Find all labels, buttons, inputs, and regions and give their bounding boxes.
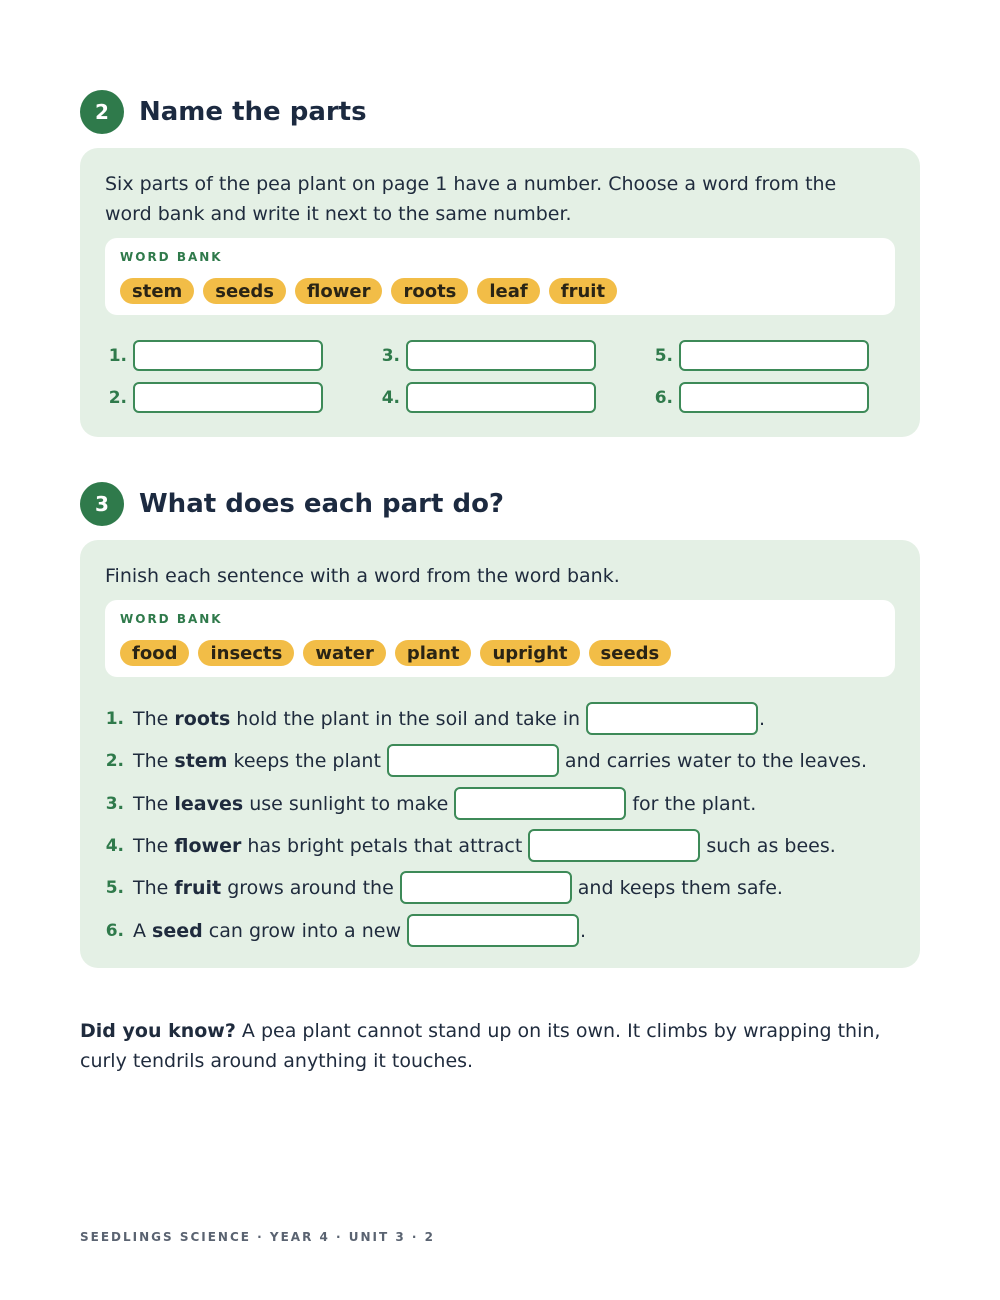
sentence-middle: hold the plant in the soil and take in xyxy=(230,707,581,730)
answer-field[interactable] xyxy=(679,382,869,413)
answer-number: 1. xyxy=(108,345,127,366)
sentence-end: for the plant. xyxy=(632,792,757,815)
word-bank-chips xyxy=(120,278,617,304)
did-you-know-note xyxy=(80,1016,920,1076)
sentence-start: The xyxy=(133,792,175,815)
word-chip: fruit xyxy=(549,278,617,304)
did-you-know-text: A pea plant cannot stand up on its own. It climbs by wrapping thin, curly tendrils around anything it touches. xyxy=(80,1020,881,1072)
answer-row xyxy=(378,340,596,371)
sentence-middle: has bright petals that attract xyxy=(241,834,523,857)
sentence-end: . xyxy=(759,707,766,730)
answer-row xyxy=(651,340,869,371)
section-number-badge: 2 xyxy=(80,90,124,134)
answer-row xyxy=(651,382,869,413)
sentence-start: The xyxy=(133,707,175,730)
plant-part-word: fruit xyxy=(174,876,222,899)
sentence-middle: use sunlight to make xyxy=(243,792,449,815)
answer-field[interactable] xyxy=(133,340,323,371)
answer-number: 3. xyxy=(381,345,400,366)
sentence-middle: can grow into a new xyxy=(202,919,401,942)
word-chip: flower xyxy=(295,278,382,304)
fill-in-blank[interactable] xyxy=(400,871,572,904)
instructions: Six parts of the pea plant on page 1 have a number. Choose a word from the word bank and write it next to the same number. xyxy=(105,173,837,225)
sentence-end: . xyxy=(580,919,587,942)
word-chip: food xyxy=(120,640,189,666)
sentence-row xyxy=(102,702,765,735)
word-chip: water xyxy=(303,640,385,666)
fill-in-blank[interactable] xyxy=(528,829,700,862)
sentence-row xyxy=(102,914,586,947)
answer-number: 2. xyxy=(108,387,127,408)
sentence-row xyxy=(102,744,867,777)
word-chip: seeds xyxy=(589,640,672,666)
word-chip: insects xyxy=(198,640,294,666)
answer-row xyxy=(105,340,323,371)
fill-in-blank[interactable] xyxy=(586,702,758,735)
sentence-number: 2. xyxy=(105,750,124,771)
instructions: Finish each sentence with a word from the word bank. xyxy=(105,565,620,587)
sentence-start: A xyxy=(133,919,153,942)
plant-part-word: leaves xyxy=(174,792,244,815)
answer-number: 6. xyxy=(654,387,673,408)
fill-in-blank[interactable] xyxy=(454,787,626,820)
answer-field[interactable] xyxy=(406,340,596,371)
word-bank-title: WORD BANK xyxy=(120,250,223,264)
sentence-row xyxy=(102,787,756,820)
sentence-end: and carries water to the leaves. xyxy=(564,749,867,772)
sentence-middle: grows around the xyxy=(221,876,394,899)
plant-part-word: stem xyxy=(174,749,228,772)
sentence-middle: keeps the plant xyxy=(227,749,381,772)
page-footer: SEEDLINGS SCIENCE · YEAR 4 · UNIT 3 · 2 xyxy=(80,1230,435,1244)
word-chip: roots xyxy=(391,278,468,304)
plant-part-word: flower xyxy=(174,834,242,857)
section-number-badge: 3 xyxy=(80,482,124,526)
sentence-end: such as bees. xyxy=(706,834,836,857)
answer-number: 5. xyxy=(654,345,673,366)
word-bank xyxy=(105,238,895,315)
sentence-start: The xyxy=(133,834,175,857)
fill-in-blank[interactable] xyxy=(387,744,559,777)
fill-in-blank[interactable] xyxy=(407,914,579,947)
plant-part-word: roots xyxy=(174,707,231,730)
answer-number: 4. xyxy=(381,387,400,408)
word-bank-title: WORD BANK xyxy=(120,612,223,626)
answer-field[interactable] xyxy=(133,382,323,413)
name-the-parts-panel xyxy=(80,148,920,437)
word-chip: seeds xyxy=(203,278,286,304)
word-chip: leaf xyxy=(477,278,539,304)
section-2-header xyxy=(80,90,367,134)
answer-row xyxy=(105,382,323,413)
answer-field[interactable] xyxy=(679,340,869,371)
sentence-start: The xyxy=(133,876,175,899)
sentence-row xyxy=(102,871,783,904)
section-title: What does each part do? xyxy=(139,489,505,519)
plant-part-word: seed xyxy=(152,919,203,942)
word-bank xyxy=(105,600,895,677)
sentence-start: The xyxy=(133,749,175,772)
sentence-end: and keeps them safe. xyxy=(577,876,783,899)
sentence-row xyxy=(102,829,836,862)
sentence-number: 6. xyxy=(105,920,124,941)
section-3-header xyxy=(80,482,504,526)
did-you-know-label: Did you know? xyxy=(80,1020,236,1042)
section-title: Name the parts xyxy=(139,97,367,127)
answer-row xyxy=(378,382,596,413)
word-chip: plant xyxy=(395,640,472,666)
sentence-number: 5. xyxy=(105,877,124,898)
word-chip: upright xyxy=(480,640,579,666)
answer-field[interactable] xyxy=(406,382,596,413)
sentence-number: 1. xyxy=(105,708,124,729)
what-each-part-does-panel xyxy=(80,540,920,968)
sentence-number: 3. xyxy=(105,793,124,814)
word-bank-chips xyxy=(120,640,671,666)
word-chip: stem xyxy=(120,278,194,304)
sentence-number: 4. xyxy=(105,835,124,856)
